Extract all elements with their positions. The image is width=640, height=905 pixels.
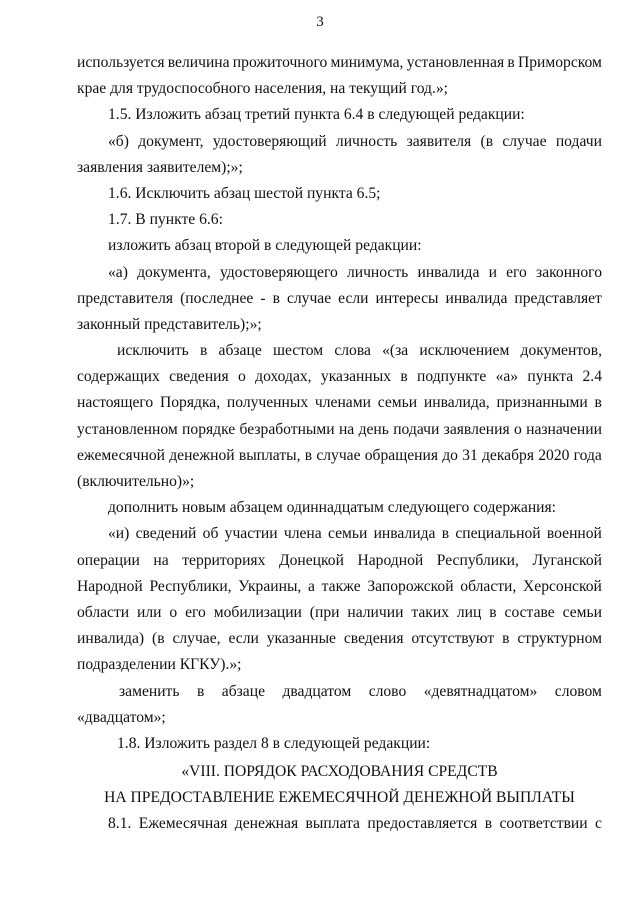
text-line [77, 338, 602, 364]
word: абзаце [218, 342, 262, 360]
text-line: «двадцатом»; [77, 708, 166, 726]
word: области, [460, 577, 517, 595]
word: о [238, 368, 246, 386]
word: ежемесячной [77, 446, 166, 464]
word: указанных [320, 368, 392, 386]
word: денежной [169, 446, 235, 464]
word: величина [167, 54, 230, 71]
word: операции [77, 551, 140, 569]
word: члена [283, 525, 322, 543]
word: назначении [526, 420, 602, 438]
word: о [513, 420, 522, 438]
word: военной [546, 525, 602, 543]
word: «(за [382, 342, 409, 360]
word: минимума, [330, 54, 404, 71]
word: Республики, [149, 577, 232, 595]
word: - [260, 289, 266, 307]
word: в [400, 368, 408, 386]
word: заявителя [406, 132, 472, 150]
word: личность [335, 132, 398, 150]
word: участии [224, 525, 278, 543]
word: или [137, 603, 162, 621]
word: Приморском [517, 54, 602, 71]
word: 8.1. [108, 815, 132, 833]
word: прожиточного [232, 54, 328, 71]
word: территориях [182, 551, 266, 569]
word: документов, [520, 342, 602, 360]
word: абзаце [221, 682, 265, 700]
text-line [77, 679, 602, 705]
document-body [77, 50, 602, 838]
word: случае [502, 132, 547, 150]
word: Херсонской [523, 577, 602, 595]
text-line: 1.5. Изложить абзац третий пункта 6.4 в следующей редакции: [108, 106, 525, 124]
word: 2020 [538, 446, 570, 464]
word: документа, [137, 263, 211, 281]
word: подпункте [417, 368, 487, 386]
word: о [169, 603, 178, 621]
word: если [338, 289, 369, 307]
word: случае [316, 446, 361, 464]
word: области [77, 603, 130, 621]
word: словом [554, 682, 602, 700]
word: двадцатом [282, 682, 352, 700]
word: а [308, 577, 315, 595]
word: декабря [481, 446, 535, 464]
word: наличии [347, 603, 404, 621]
word: в [272, 289, 280, 307]
word: в [489, 603, 497, 621]
word: заменить [119, 682, 180, 700]
text-line: 1.8. Изложить раздел 8 в следующей редакции: [117, 734, 431, 752]
word: об [202, 525, 219, 543]
text-line [77, 417, 602, 443]
word: день [358, 420, 389, 438]
word: (последнее [180, 289, 254, 307]
word: членами [314, 394, 371, 412]
word: инвалида, [423, 394, 490, 412]
word: инвалида [417, 263, 480, 281]
word: его [506, 263, 527, 281]
text-line: дополнить новым абзацем одиннадцатым следующего содержания: [108, 499, 557, 517]
word: полученных [226, 394, 309, 412]
word: законного [536, 263, 602, 281]
text-line [77, 286, 602, 312]
word: на [338, 420, 355, 438]
word: настоящего [77, 394, 154, 412]
word: в [484, 815, 493, 833]
word: на [153, 551, 169, 569]
word: если [228, 630, 259, 648]
text-line [77, 50, 602, 76]
word: исключением [419, 342, 510, 360]
word: соответствии [499, 815, 588, 833]
word: с [595, 815, 602, 833]
text-line: подразделении КГКУ).»; [77, 656, 242, 674]
word: удостоверяющий [212, 132, 327, 150]
word: «б) [108, 132, 129, 150]
word: выплаты, [238, 446, 301, 464]
word: сведений [135, 525, 197, 543]
word: 31 [462, 446, 478, 464]
word: в [199, 342, 208, 360]
word: документ, [138, 132, 204, 150]
word: и [488, 263, 497, 281]
word: семьи [562, 603, 602, 621]
word: таких [411, 603, 449, 621]
word: Донецкой [278, 551, 344, 569]
word: инвалида [445, 289, 508, 307]
word: удостоверяющего [219, 263, 338, 281]
word: признанными [496, 394, 588, 412]
word: подачи [393, 420, 440, 438]
word: инвалида) [77, 630, 145, 648]
text-line [77, 364, 602, 390]
word: случае [286, 289, 332, 307]
word: «девятнадцатом» [423, 682, 538, 700]
word: до [442, 446, 458, 464]
text-line [77, 811, 602, 837]
word: содержащих [77, 368, 160, 386]
word: инвалида [373, 525, 436, 543]
word: составе [504, 603, 555, 621]
word: слово [368, 682, 407, 700]
text-line [77, 548, 602, 574]
word: (в [480, 132, 494, 150]
word: Народной [77, 577, 143, 595]
page-number: 3 [316, 14, 324, 30]
text-line: законный представитель);»; [77, 315, 262, 333]
word: Народной [357, 551, 424, 569]
word: шестом [272, 342, 324, 360]
word: семьи [327, 525, 368, 543]
word: подачи [555, 132, 602, 150]
word: «а) [108, 263, 128, 281]
text-line [77, 129, 602, 155]
word: личность [346, 263, 409, 281]
text-line: 1.7. В пункте 6.6: [108, 211, 223, 229]
word: порядке [182, 420, 236, 438]
word: Ежемесячная [138, 815, 228, 833]
section-heading-line-2: НА ПРЕДОСТАВЛЕНИЕ ЕЖЕМЕСЯЧНОЙ ДЕНЕЖНОЙ ВЫПЛАТЫ [104, 789, 575, 807]
text-line [77, 521, 602, 547]
text-line [77, 626, 602, 652]
text-line [77, 574, 602, 600]
word: представителя [77, 289, 174, 307]
text-line: заявления заявителем);»; [77, 158, 243, 176]
word: установленная [406, 54, 505, 71]
text-line [77, 443, 602, 469]
word: случае, [172, 630, 221, 648]
word: сведения [343, 630, 404, 648]
word: в [507, 54, 515, 71]
word: в [441, 525, 450, 543]
word: мобилизации [213, 603, 302, 621]
word: года [573, 446, 602, 464]
word: сведения [169, 368, 229, 386]
text-line [77, 600, 602, 626]
word: Порядка, [159, 394, 221, 412]
text-line: (включительно)»; [77, 473, 195, 490]
text-line: крае для трудоспособного населения, на текущий год.»; [77, 80, 449, 98]
word: денежная [234, 815, 299, 833]
word: обращения [364, 446, 438, 464]
word: в [304, 446, 313, 464]
word: в [594, 394, 602, 412]
word: 2.4 [582, 368, 602, 386]
word: интересы [375, 289, 439, 307]
word: Республики, [436, 551, 519, 569]
word: слова [334, 342, 371, 360]
word: Украины, [238, 577, 302, 595]
word: Луганской [532, 551, 602, 569]
word: также [321, 577, 361, 595]
word: лиц [456, 603, 482, 621]
text-line: 1.6. Исключить абзац шестой пункта 6.5; [108, 184, 381, 202]
section-heading-line-1: «VIII. ПОРЯДОК РАСХОДОВАНИЯ СРЕДСТВ [181, 763, 498, 781]
word: заявления [443, 420, 510, 438]
word: представляет [514, 289, 602, 307]
word: специальной [455, 525, 541, 543]
text-line: изложить абзац второй в следующей редакции: [108, 237, 422, 255]
word: доходах, [255, 368, 312, 386]
word: «а» [495, 368, 519, 386]
word: пункта [527, 368, 574, 386]
word: в [196, 682, 205, 700]
word: (в [152, 630, 165, 648]
word: используется [77, 54, 165, 71]
word: «и) [108, 525, 130, 543]
word: выплата [305, 815, 360, 833]
word: его [185, 603, 206, 621]
word: Запорожской [367, 577, 454, 595]
word: в [502, 630, 510, 648]
word: отсутствуют [411, 630, 495, 648]
text-line [77, 260, 602, 286]
word: структурном [517, 630, 602, 648]
word: указанные [266, 630, 336, 648]
word: исключить [117, 342, 189, 360]
word: предоставляется [367, 815, 478, 833]
word: (при [309, 603, 340, 621]
word: семьи [377, 394, 418, 412]
text-line [77, 390, 602, 416]
word: установленном [77, 420, 178, 438]
word: безработными [239, 420, 335, 438]
